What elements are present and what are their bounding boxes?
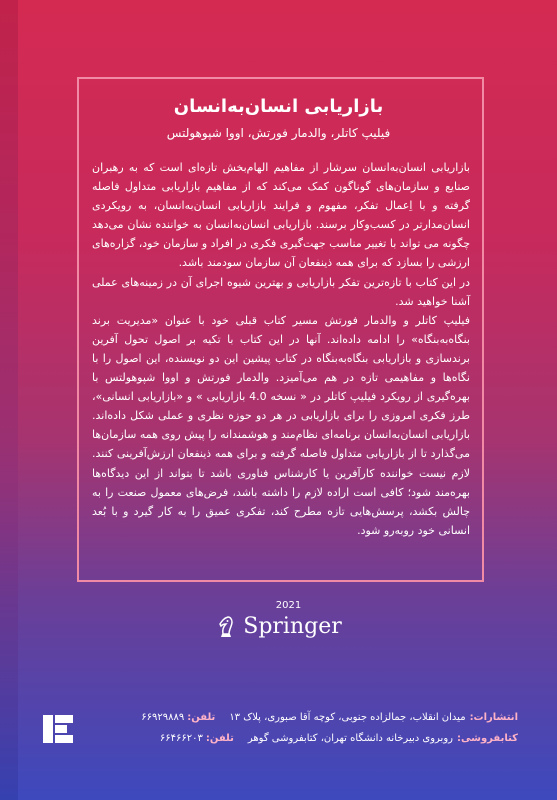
publications-label: انتشارات: [469, 712, 518, 723]
description-paragraph: فیلیپ کاتلر و والدمار فورتش مسیر کتاب قبلی خود با عنوان «مدیریت برند بنگاه‌به‌بنگاه» را ادامه داده‌اند. آنها در این کتاب با تکیه بر اصول تحول آفرین برندسازی و بازاریابی بنگاه‌به‌بنگاه در کتاب پیشین این دو نویسنده، این اصول را با نگاه‌ها و مفاهیمی تازه در هم می‌آمیزد. والدمار فورتش و اووا شپوهولتس با بهره‌گیری از رویکرد فیلیپ کاتلر در « نسخه 4.0 بازاریابی » و «بازاریابی انسانی»، طرز فکری امروزی را برای بازاریابی در هر دو حوزه نظری و عملی شکل داده‌اند. بازاریابی انسان‌به‌انسان برنامه‌ای نظام‌مند و هوشمندانه را پیش روی همه سازمان‌ها می‌گذارد تا از بازاریابی متداول فاصله گرفته و برای همه ذینفعان ارزش‌آفرینی کنند. لازم نیست خواننده کارآفرین یا کارشناس فناوری باشد تا بتواند از این دیدگاه‌ها بهره‌مند شود؛ کافی است اراده لازم را داشته باشد، فرض‌های معمول صنعت را به چالش بکشد، پرسش‌هایی تازه مطرح کند، تفکری عمیق را به کار گیرد و با بُعد انسانی خود روبه‌رو شود. [92, 313, 470, 537]
publisher-logo [0, 600, 557, 643]
book-description [92, 158, 470, 540]
publisher-info [40, 712, 518, 754]
publications-phone: ۶۶۹۲۹۸۸۹ [141, 712, 185, 723]
publisher-year: 2021 [275, 600, 302, 611]
publisher-name: Springer [243, 613, 342, 639]
bookstore-address: روبروی دبیرخانه دانشگاه تهران، کتابفروشی گوهر [247, 733, 453, 744]
publications-info-row [40, 712, 518, 723]
bookstore-label: کتابفروشی: [457, 733, 518, 744]
bookstore-phone-label: تلفن: [205, 733, 234, 744]
spine-edge [0, 0, 18, 800]
publications-phone-label: تلفن: [187, 712, 216, 723]
description-paragraph: بازاریابی انسان‌به‌انسان سرشار از مفاهیم الهام‌بخش تازه‌ای است که به رهبران صنایع و سازمان‌های گوناگون کمک می‌کند که از مفاهیم بازاریابی متداول فاصله گرفته و با اِعمال تفکر، مفهوم و فرایند بازاریابی انسان‌به‌انسان، به رویکردی انسان‌مدارتر در کسب‌وکار برسند. بازاریابی انسان‌به‌انسان به خواننده نشان می‌دهد چگونه می تواند با تغییر مناسب جهت‌گیری فکری در افراد و سازمان خود، گزاره‌های ارزشی را بسازد که برای همه ذینفعان آن سازمان سودمند باشد. [92, 161, 470, 270]
springer-knight-icon [215, 613, 237, 639]
publications-address: میدان انقلاب، جمالزاده جنوبی، کوچه آقا صبوری، پلاک ۱۳ [229, 712, 466, 723]
bookstore-info-row [40, 733, 518, 744]
book-title: بازاریابی انسان‌به‌انسان [173, 96, 384, 117]
description-paragraph: در این کتاب با تازه‌ترین تفکر بازاریابی و بهترین شیوه اجرای آن در زمینه‌های عملی آشنا خواهید شد. [92, 275, 470, 308]
book-authors: فیلیپ کاتلر، والدمار فورتش، اووا شپوهولتس [166, 126, 391, 140]
bookstore-phone: ۶۶۴۶۶۲۰۳ [159, 733, 203, 744]
